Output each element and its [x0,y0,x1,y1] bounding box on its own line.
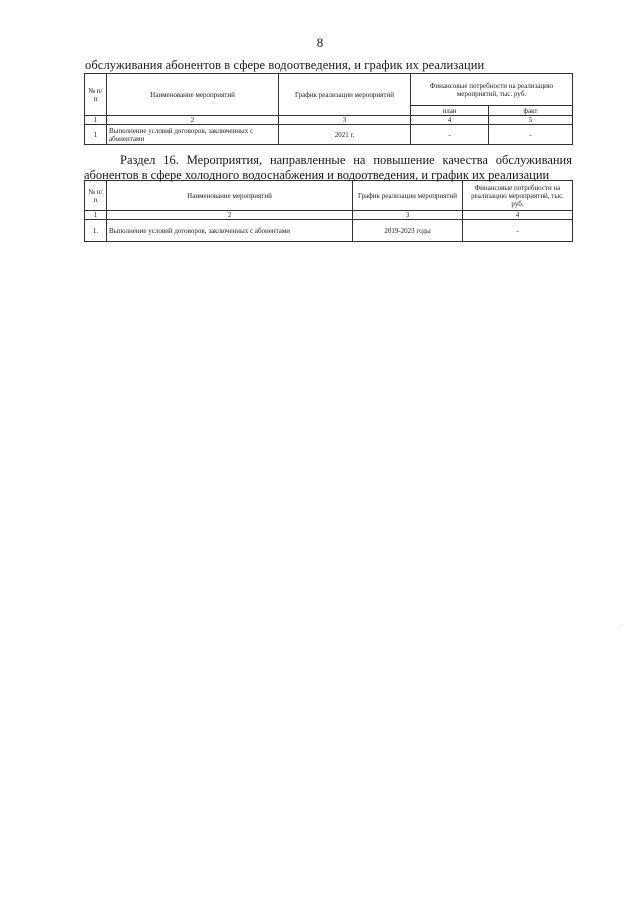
index-row [85,211,573,220]
measures-table-water [84,180,573,242]
row-num: 1 [85,125,107,145]
table-row [85,220,573,242]
header-name: Наименование мероприятий [107,181,353,211]
scan-artifact: · [620,622,622,628]
index-cell: 4 [411,116,489,125]
index-cell: 4 [463,211,573,220]
header-num: № п/п [85,74,107,116]
index-cell: 2 [107,211,353,220]
header-num: № п/п [85,181,107,211]
row-name: Выполнение условий договоров, заключенных с абонентами [107,125,279,145]
header-name: Наименование мероприятий [107,74,279,116]
row-fact: - [489,125,573,145]
row-financial: - [463,220,573,242]
index-cell: 1 [85,211,107,220]
row-schedule: 2021 г. [279,125,411,145]
index-cell: 2 [107,116,279,125]
index-cell: 3 [353,211,463,220]
index-cell: 5 [489,116,573,125]
header-plan: план [411,106,489,116]
index-cell: 1 [85,116,107,125]
header-fact: факт [489,106,573,116]
header-schedule: График реализации мероприятий [279,74,411,116]
page-number: 8 [316,35,324,50]
header-schedule: График реализации мероприятий [353,181,463,211]
header-financial: Финансовые потребности на реализацию мероприятий, тыс. руб. [463,181,573,211]
header-financial: Финансовые потребности на реализацию мероприятий, тыс. руб. [411,74,573,106]
measures-table-sewerage [84,73,573,145]
continued-heading: обслуживания абонентов в сфере водоотведения, и график их реализации [85,58,485,72]
section-16-heading-text: Раздел 16. Мероприятия, направленные на повышение качества обслуживания абонентов в сфере холодного водоснабжения и водоотведения, и график их реализации [84,153,572,182]
table-row [85,125,573,145]
row-num: 1. [85,220,107,242]
row-schedule: 2019-2023 годы [353,220,463,242]
index-row [85,116,573,125]
row-name: Выполнение условий договоров, заключенных с абонентами [107,220,353,242]
section-16-heading [84,153,572,183]
row-plan: - [411,125,489,145]
index-cell: 3 [279,116,411,125]
